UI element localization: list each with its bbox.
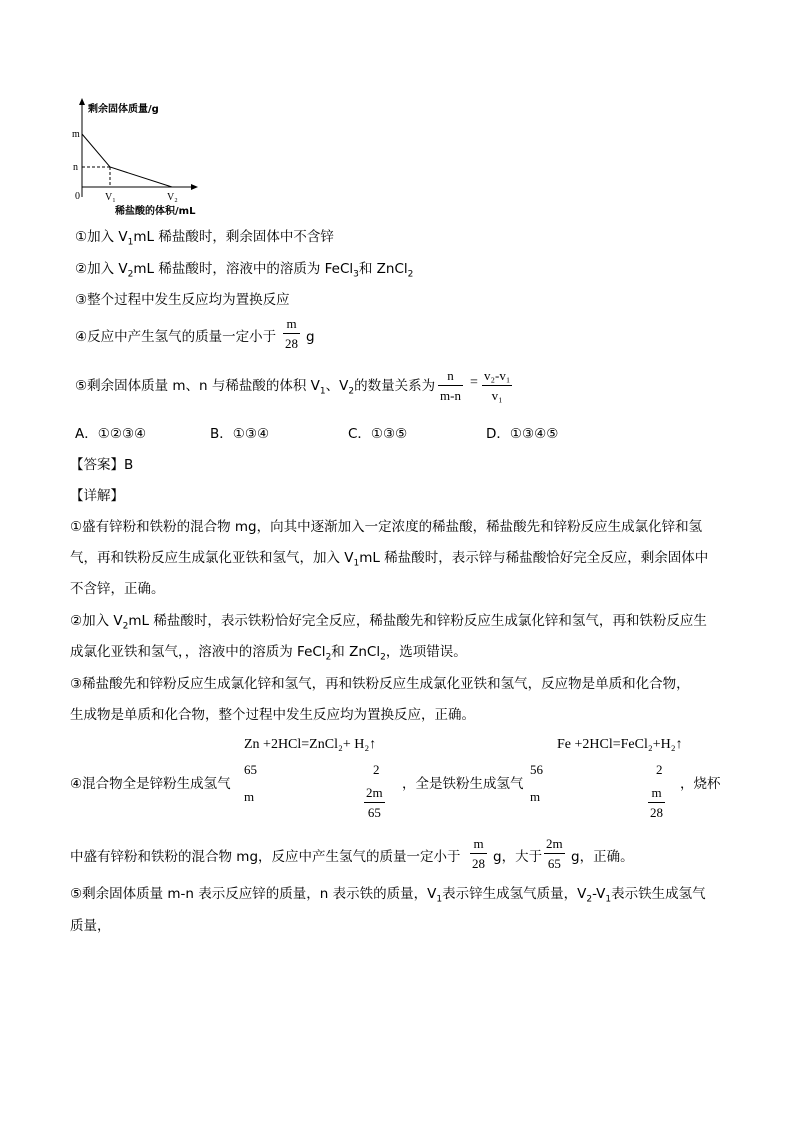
- detail-heading: 【详解】: [70, 488, 124, 504]
- statement-3: ③整个过程中发生反应均为置换反应: [75, 292, 290, 308]
- detail-p3-line1: ③稀盐酸先和锌粉反应生成氯化锌和氢气，再和铁粉反应生成氯化亚铁和氢气，反应物是单质和化合物，: [70, 676, 690, 692]
- zinc-mass: 65: [244, 762, 257, 777]
- detail-p5-fraction-1: m 28: [472, 836, 485, 871]
- detail-p5-c: g，正确。: [571, 849, 634, 865]
- y-axis-label: 剩余固体质量/g: [88, 104, 159, 115]
- remaining-solid-chart: [60, 92, 260, 218]
- detail-p5-a: 中盛有锌粉和铁粉的混合物 mg，反应中产生氢气的质量一定小于: [70, 849, 461, 865]
- detail-p1-line1: ①盛有锌粉和铁粉的混合物 mg，向其中逐渐加入一定浓度的稀盐酸，稀盐酸先和锌粉反应生成氯化锌和氢: [70, 519, 703, 535]
- answer: 【答案】B: [70, 457, 134, 473]
- detail-p4-a: ④混合物全是锌粉生成氢气: [70, 776, 231, 792]
- origin-label: 0: [75, 191, 80, 202]
- statement-5-rhs-fraction: v₂-v₁ v₁: [484, 368, 511, 403]
- option-b: B．①③④: [210, 426, 270, 442]
- detail-p1-line2: 气，再和铁粉反应生成氯化亚铁和氢气，加入 $V_1mL$ 稀盐酸时，表示锌与稀盐酸恰好完全反应，剩余固体中: [70, 550, 709, 569]
- statement-5-equals: =: [470, 375, 478, 390]
- y-tick-m: m: [72, 129, 80, 140]
- detail-p6-line2: 质量，: [70, 918, 111, 934]
- detail-p2-line1: ②加入 $V_2mL$ 稀盐酸时，表示铁粉恰好完全反应，稀盐酸先和锌粉反应生成氯化锌和氢气，再和铁粉反应生: [70, 613, 707, 632]
- x-tick-v1: V₁: [105, 192, 116, 203]
- detail-p3-line2: 生成物是单质和化合物，整个过程中发生反应均为置换反应，正确。: [70, 707, 475, 723]
- option-a: A．①②③④: [75, 426, 147, 442]
- option-c: C．①③⑤: [348, 426, 408, 442]
- y-tick-n: n: [73, 162, 78, 173]
- zinc-equation: Zn +2HCl=ZnCl₂+ H₂↑: [244, 737, 377, 752]
- detail-p4-c: ，烧杯: [680, 776, 721, 792]
- iron-equation: Fe +2HCl=FeCl₂+H₂↑: [557, 737, 683, 752]
- zinc-h2-mass: 2: [373, 762, 380, 777]
- x-tick-v2: V₂: [167, 192, 178, 203]
- iron-h2-mass: 2: [656, 762, 663, 777]
- zinc-h2-fraction: 2m 65: [366, 785, 383, 820]
- y-axis-arrow: [79, 98, 85, 105]
- statement-4-fraction: m 28: [285, 316, 298, 351]
- x-axis-label: 稀盐酸的体积/mL: [115, 206, 196, 217]
- statement-5: ⑤剩余固体质量 m、n 与稀盐酸的体积 $V_1$、$V_2$的数量关系为: [75, 378, 436, 397]
- x-axis-arrow: [191, 184, 198, 190]
- statement-1: ①加入 $V_1mL$ 稀盐酸时，剩余固体中不含锌: [75, 229, 334, 248]
- detail-p2-line2: 成氯化亚铁和氢气，，溶液中的溶质为 FeCl$_2$和 ZnCl$_2$，选项错误。: [70, 644, 467, 663]
- statement-4: ④反应中产生氢气的质量一定小于: [75, 329, 277, 345]
- statement-4-unit: g: [306, 329, 315, 345]
- statement-5-lhs-fraction: n m-n: [440, 368, 461, 403]
- detail-p5-fraction-2: 2m 65: [546, 836, 563, 871]
- detail-p5-b: g，大于: [493, 849, 543, 865]
- iron-h2-fraction: m 28: [650, 785, 663, 820]
- statement-2: ②加入 $V_2mL$ 稀盐酸时，溶液中的溶质为 FeCl$_3$和 ZnCl$_2$: [75, 261, 414, 280]
- option-d: D．①③④⑤: [486, 426, 559, 442]
- detail-p4-b: ，全是铁粉生成氢气: [402, 776, 524, 792]
- detail-p6-line1: ⑤剩余固体质量 m-n 表示反应锌的质量，n 表示铁的质量，$V_1$表示锌生成氢气质量，$V_2-V_1$表示铁生成氢气: [70, 886, 706, 905]
- iron-mass: 56: [530, 762, 543, 777]
- series-line: [82, 134, 172, 187]
- detail-p1-line3: 不含锌，正确。: [70, 581, 165, 597]
- iron-var: m: [530, 789, 541, 804]
- zinc-var: m: [244, 789, 255, 804]
